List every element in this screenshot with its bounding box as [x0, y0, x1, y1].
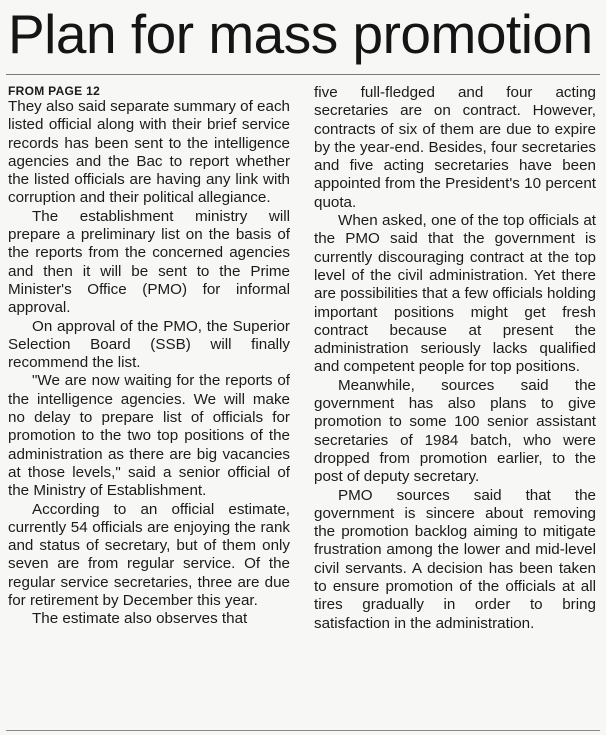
paragraph: "We are now waiting for the reports of the intelligence agencies. We will make no delay to prepare list of officials for promotion to the two top positions of the administration as there are big vacancies at those levels," said a senior official of the Ministry of Establishment. — [8, 372, 290, 500]
left-column — [8, 84, 290, 629]
paragraph: They also said separate summary of each listed official along with their brief service records has been sent to the intelligence agencies and the Bac to report whether the listed officials are having any link with corruption and their political allegiance. — [8, 98, 290, 207]
bottom-rule — [6, 730, 600, 731]
right-column — [314, 84, 596, 633]
paragraph: five full-fledged and four acting secretaries are on contract. However, contracts of six of them are due to expire by the year-end. Besides, four secretaries and five acting secretaries have been appointed from the President's 10 percent quota. — [314, 84, 596, 211]
headline-rule — [6, 74, 600, 75]
paragraph: The establishment ministry will prepare a preliminary list on the basis of the reports from the concerned agencies and then it will be sent to the Prime Minister's Office (PMO) for informal approval. — [8, 207, 290, 317]
headline: Plan for mass promotion — [8, 3, 593, 65]
paragraph: The estimate also observes that — [32, 610, 248, 628]
paragraph: On approval of the PMO, the Superior Selection Board (SSB) will finally recommend the list. — [8, 317, 290, 372]
kicker: FROM PAGE 12 — [8, 84, 101, 98]
paragraph: Meanwhile, sources said the government has also plans to give promotion to some 100 senior assistant secretaries of 1984 batch, who were dropped from promotion earlier, to the post of deputy secretary. — [314, 376, 596, 486]
paragraph: According to an official estimate, currently 54 officials are enjoying the rank and status of secretary, but of them only seven are from regular service. Of the regular service secretaries, three are due for retirement by December this year. — [8, 500, 290, 610]
paragraph: When asked, one of the top officials at the PMO said that the government is currently discouraging contract at the top level of the civil administration. Yet there are possibilities that a few officials holding important positions might get fresh contract because at present the administration seriously lacks qualified and competent people for top positions. — [314, 212, 596, 376]
paragraph: PMO sources said that the government is sincere about removing the promotion backlog aiming to mitigate frustration among the lower and mid-level civil servants. A decision has been taken to ensure promotion of the officials at all tires gradually in order to bring satisfaction in the administration. — [314, 486, 596, 632]
